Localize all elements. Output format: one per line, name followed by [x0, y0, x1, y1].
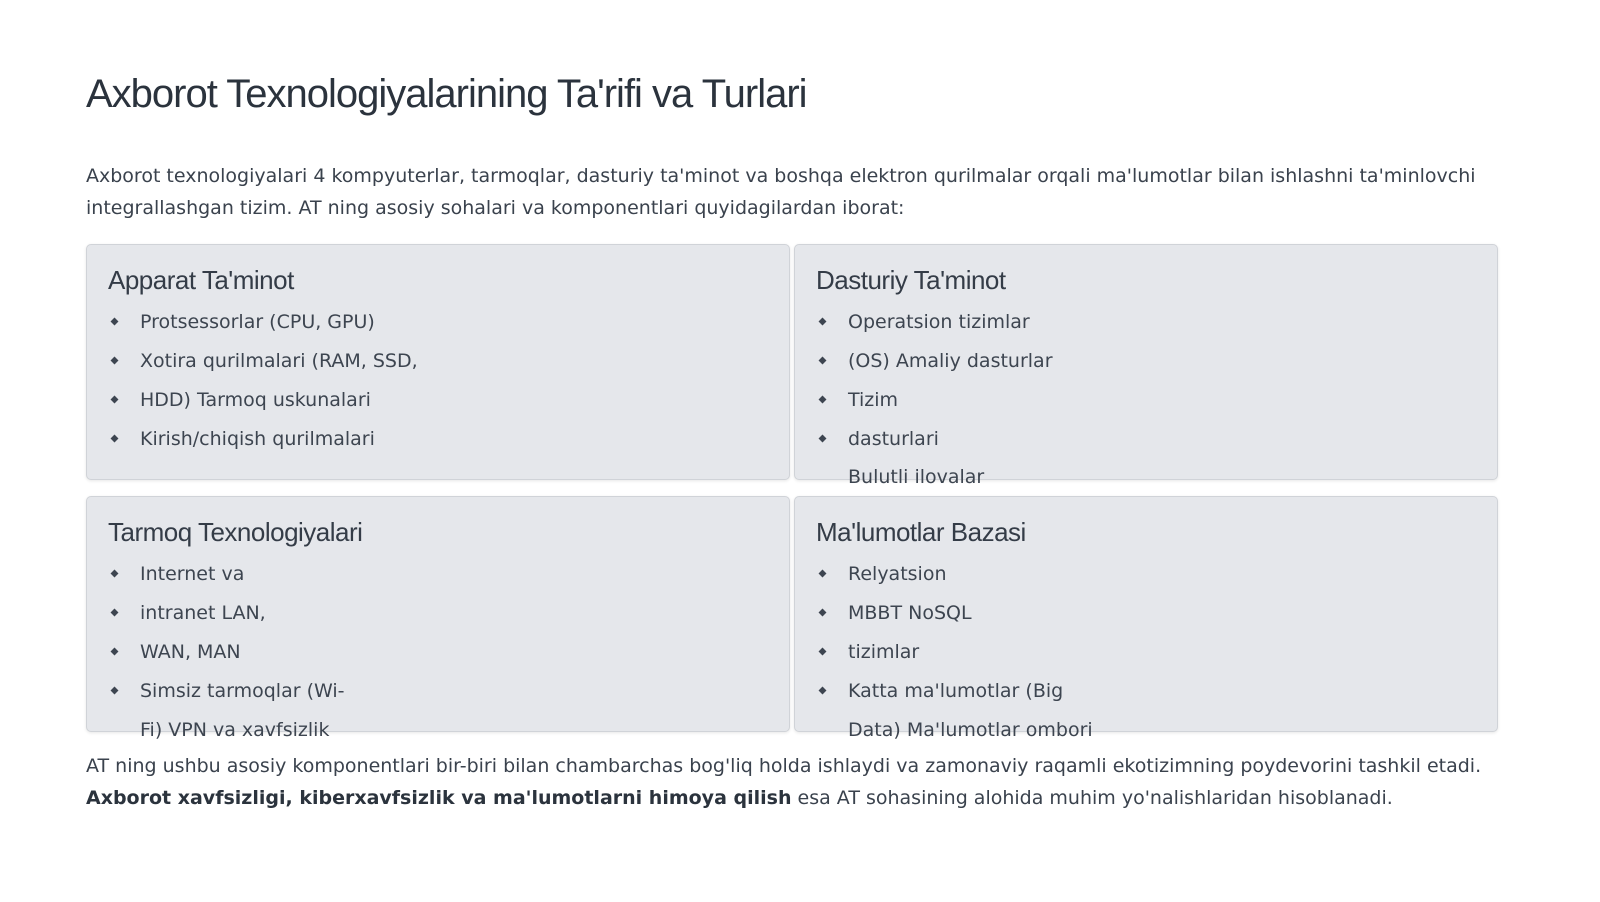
- list-item: [816, 639, 1063, 678]
- list-item-text: tizimlar: [848, 641, 920, 663]
- diamond-bullet-icon: [111, 435, 119, 443]
- summary-text: AT ning ushbu asosiy komponentlari bir-biri bilan chambarchas bog'liq holda ishlaydi va zamonaviy raqamli ekotizimning poydevorini tashkil etadi.: [86, 755, 1482, 777]
- list-item: [816, 309, 1053, 348]
- intro-paragraph: Axborot texnologiyalari 4 kompyuterlar, tarmoqlar, dasturiy ta'minot va boshqa elektron qurilmalar orqali ma'lumotlar bilan ishlashni ta'minlovchi integrallashgan tizim. AT ning asosiy sohalari va komponentlari quyidagilardan iborat:: [86, 165, 1476, 219]
- summary-paragraph: [86, 750, 1526, 814]
- diamond-bullet-icon: [819, 609, 827, 617]
- list-item-text: dasturlari: [848, 428, 939, 450]
- list-item-text: Kirish/chiqish qurilmalari: [140, 428, 375, 450]
- list-item-text: Protsessorlar (CPU, GPU): [140, 311, 375, 333]
- card-title: Tarmoq Texnologiyalari: [108, 517, 363, 547]
- card-dasturiy: [794, 244, 1498, 488]
- list-item: [108, 561, 345, 600]
- list-item-text: MBBT NoSQL: [848, 602, 972, 624]
- diamond-bullet-icon: [819, 687, 827, 695]
- diamond-bullet-icon: [819, 435, 827, 443]
- list-item: [816, 678, 1063, 717]
- list-item: [108, 348, 418, 387]
- list-item: [108, 678, 345, 717]
- card-list: [108, 561, 345, 717]
- list-item-text: Tizim: [848, 389, 899, 411]
- card-tarmoq: [86, 496, 790, 741]
- diamond-bullet-icon: [111, 687, 119, 695]
- list-item-text: (OS) Amaliy dasturlar: [848, 350, 1053, 372]
- card-list: [108, 309, 418, 465]
- diamond-bullet-icon: [819, 396, 827, 404]
- list-item: [816, 561, 1063, 600]
- summary-rest-text: esa AT sohasining alohida muhim yo'nalishlaridan hisoblanadi.: [791, 787, 1393, 809]
- card-list: [816, 561, 1063, 717]
- list-item-text: intranet LAN,: [140, 602, 266, 624]
- list-item-text: Operatsion tizimlar: [848, 311, 1030, 333]
- page-title: Axborot Texnologiyalarining Ta'rifi va Turlari: [86, 72, 807, 116]
- card-title: Ma'lumotlar Bazasi: [816, 517, 1026, 547]
- diamond-bullet-icon: [819, 648, 827, 656]
- list-item-text: HDD) Tarmoq uskunalari: [140, 389, 371, 411]
- list-item: [816, 600, 1063, 639]
- list-item: [816, 348, 1053, 387]
- diamond-bullet-icon: [111, 609, 119, 617]
- list-item: [108, 639, 345, 678]
- list-item: [816, 387, 1053, 426]
- list-item-text: Relyatsion: [848, 563, 947, 585]
- card-title: Apparat Ta'minot: [108, 265, 294, 295]
- diamond-bullet-icon: [819, 318, 827, 326]
- list-item-text: Internet va: [140, 563, 245, 585]
- summary-bold-text: Axborot xavfsizligi, kiberxavfsizlik va ma'lumotlarni himoya qilish: [86, 787, 792, 809]
- card-malumotlar: [794, 496, 1498, 741]
- card-list: [816, 309, 1053, 465]
- diamond-bullet-icon: [819, 570, 827, 578]
- diamond-bullet-icon: [111, 396, 119, 404]
- diamond-bullet-icon: [111, 570, 119, 578]
- list-item: [108, 309, 418, 348]
- card-apparat: [86, 244, 790, 480]
- list-item: [108, 387, 418, 426]
- diamond-bullet-icon: [111, 648, 119, 656]
- list-item-text: Katta ma'lumotlar (Big: [848, 680, 1064, 702]
- card-title: Dasturiy Ta'minot: [816, 265, 1006, 295]
- list-item-text: Xotira qurilmalari (RAM, SSD,: [140, 350, 418, 372]
- list-item-text: Simsiz tarmoqlar (Wi-: [140, 680, 345, 702]
- diamond-bullet-icon: [819, 357, 827, 365]
- list-overflow-text: Bulutli ilovalar: [848, 466, 985, 488]
- list-item: [816, 426, 1053, 465]
- diamond-bullet-icon: [111, 357, 119, 365]
- list-overflow-text: Fi) VPN va xavfsizlik: [140, 719, 330, 741]
- list-overflow-text: Data) Ma'lumotlar ombori: [848, 719, 1093, 741]
- list-item: [108, 426, 418, 465]
- list-item-text: WAN, MAN: [140, 641, 241, 663]
- diamond-bullet-icon: [111, 318, 119, 326]
- list-item: [108, 600, 345, 639]
